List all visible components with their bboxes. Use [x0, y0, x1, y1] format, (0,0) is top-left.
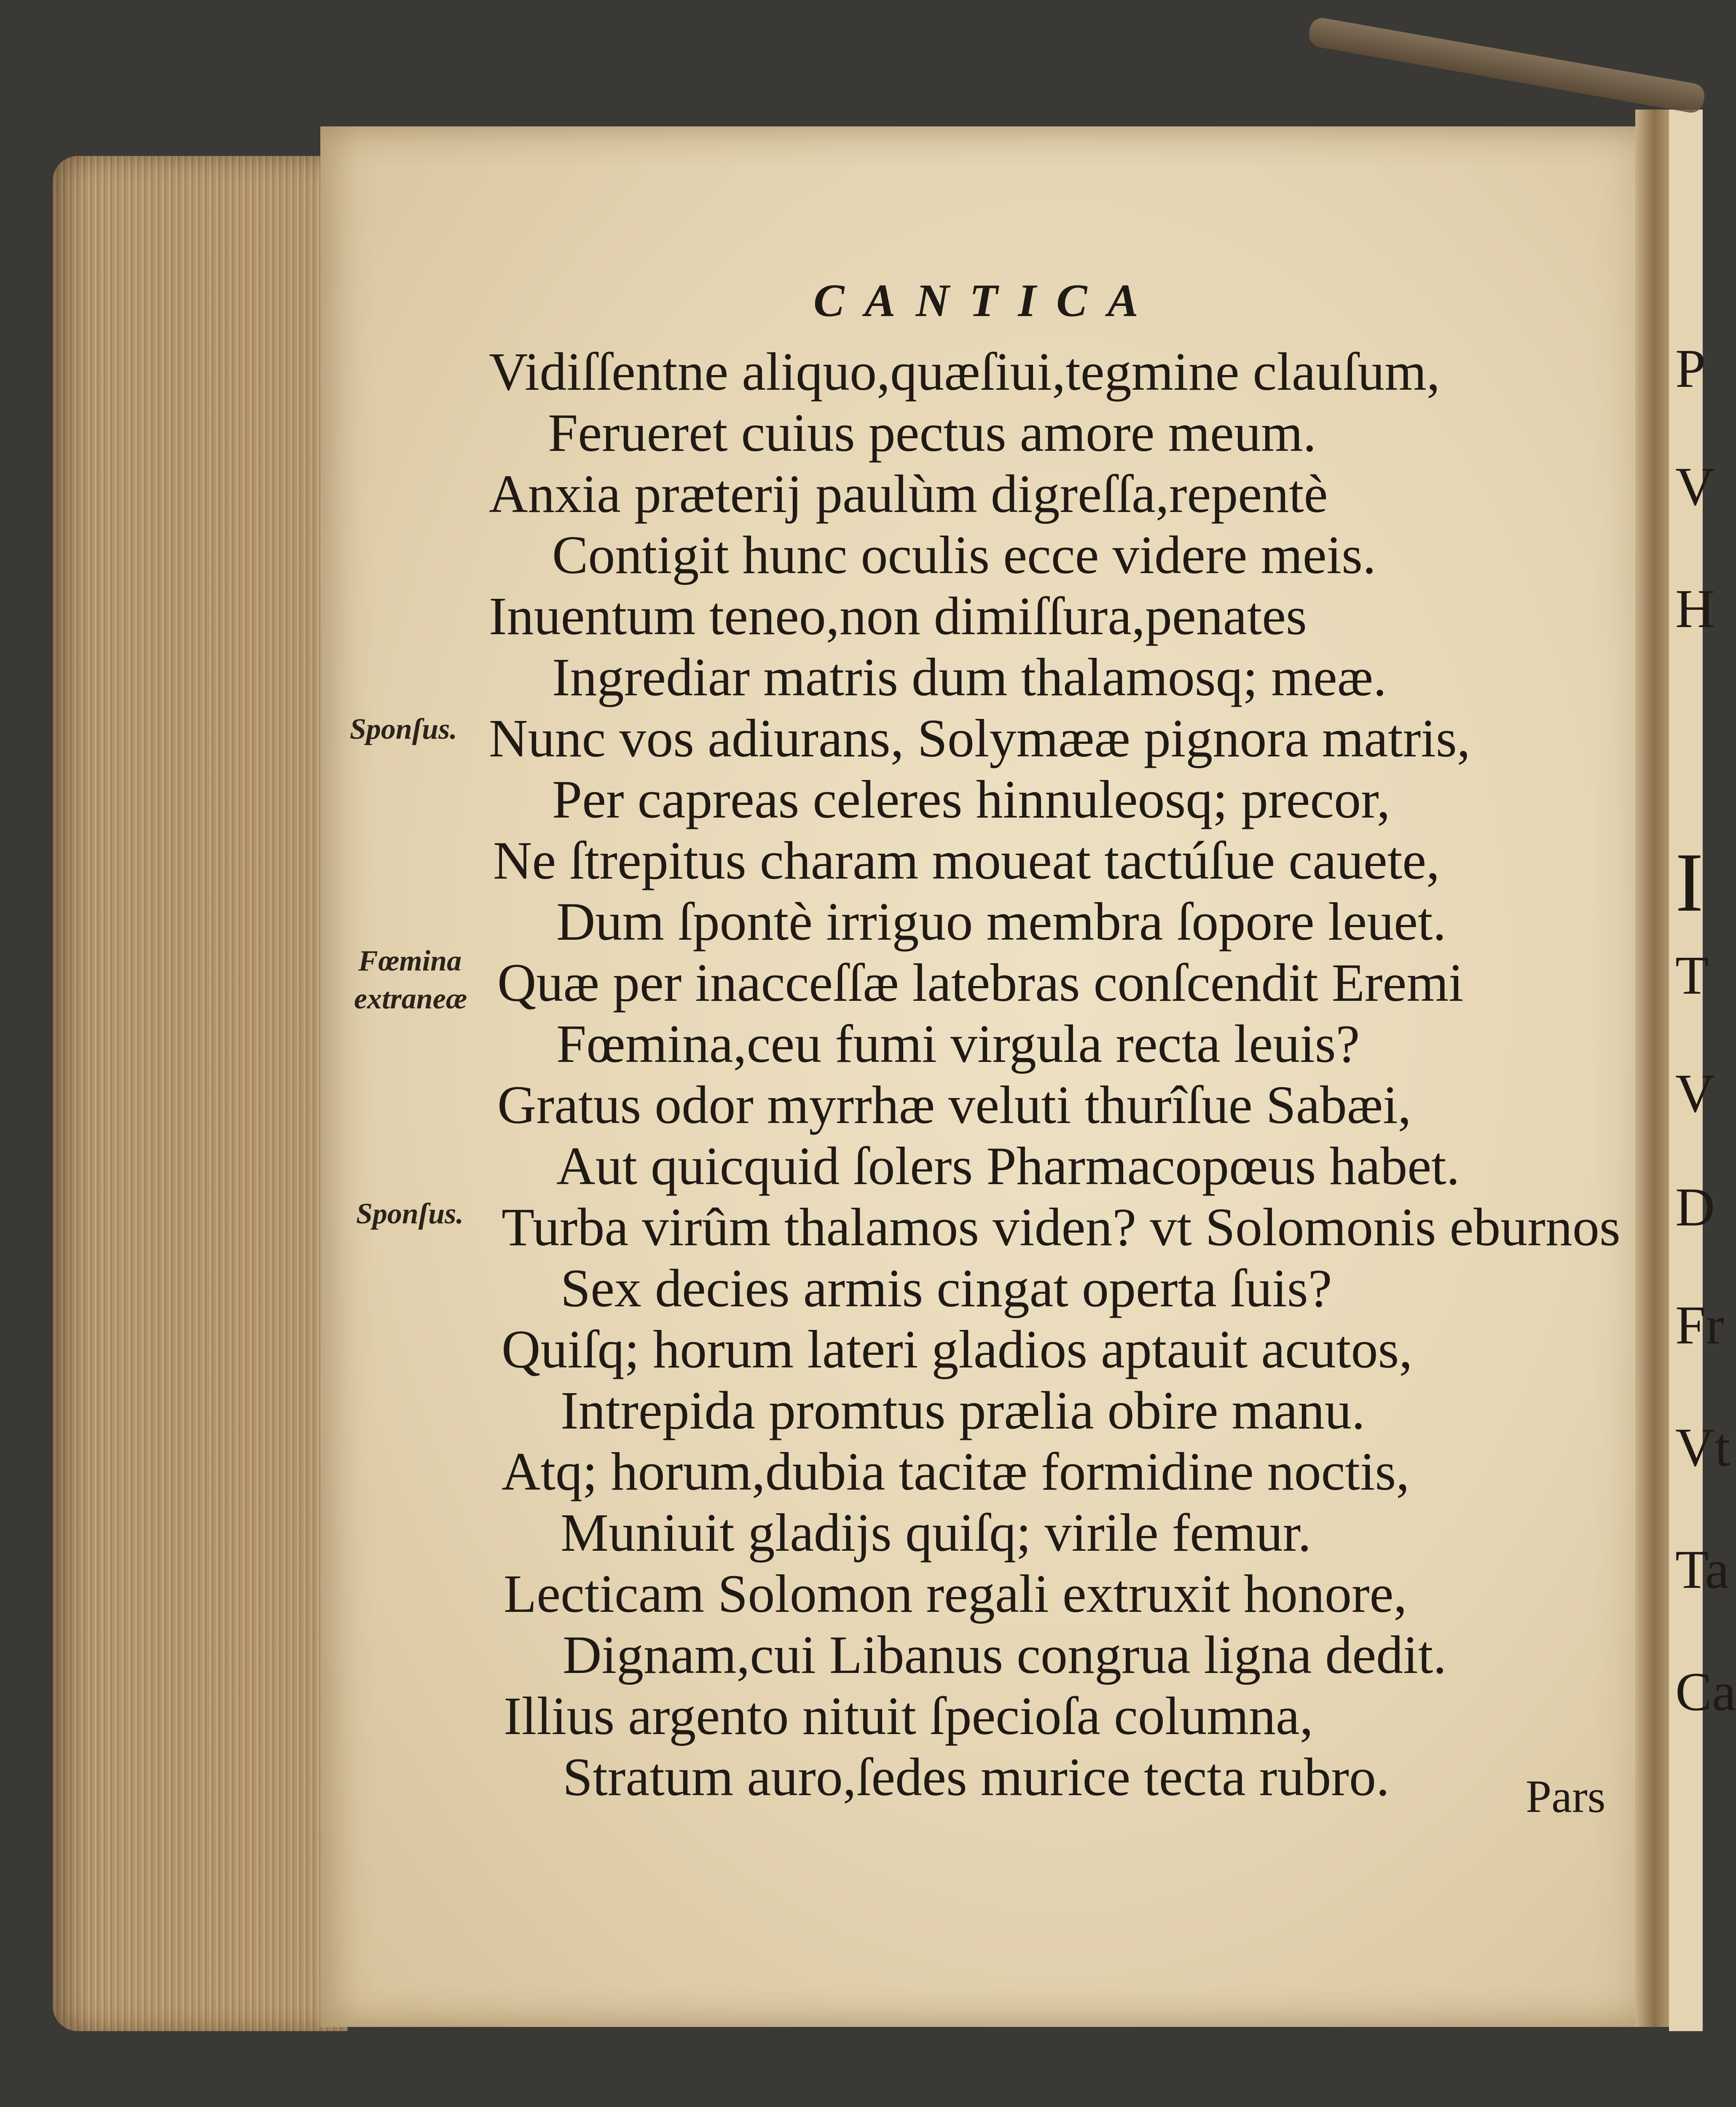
verse-line: Intrepida promtus prælia obire manu. — [561, 1381, 1365, 1440]
facing-page-letter: I — [1675, 836, 1704, 929]
facing-page-letter: Vt — [1675, 1417, 1730, 1478]
margin-note-sponsus: Sponſus. — [350, 713, 457, 745]
margin-note-extraneae: extraneæ — [354, 983, 467, 1015]
verse-line: Inuentum teneo,non dimiſſura,penates — [489, 586, 1307, 646]
verse-line: Illius argento nituit ſpecioſa columna, — [504, 1686, 1313, 1746]
facing-page-letter: P — [1675, 338, 1706, 399]
verse-line: Anxia præterij paulùm digreſſa,repentè — [489, 464, 1328, 524]
verse-line: Atq; horum,dubia tacitæ formidine noctis, — [502, 1442, 1410, 1501]
bookmark-string — [1307, 16, 1706, 115]
verse-line: Contigit hunc oculis ecce videre meis. — [552, 525, 1376, 585]
running-head: CANTICA — [813, 275, 1159, 326]
verse-line: Dum ſpontè irriguo membra ſopore leuet. — [556, 892, 1446, 952]
facing-page-letter: H — [1675, 579, 1715, 639]
verse-line: Vidiſſentne aliquo,quæſiui,tegmine clauſum, — [489, 342, 1440, 402]
verse-line: Fœmina,ceu fumi virgula recta leuis? — [556, 1014, 1360, 1074]
catchword: Pars — [1526, 1771, 1606, 1822]
book-gutter — [1635, 110, 1673, 2027]
verse-line: Stratum auro,ſedes murice tecta rubro. — [563, 1747, 1390, 1807]
verse-line: Dignam,cui Libanus congrua ligna dedit. — [563, 1625, 1447, 1685]
verse-line: Lecticam Solomon regali extruxit honore, — [504, 1564, 1407, 1624]
facing-page-letter: Ta — [1675, 1539, 1730, 1600]
facing-page-letter: V — [1675, 456, 1715, 517]
verse-line: Muniuit gladijs quiſq; virile femur. — [561, 1503, 1312, 1563]
facing-page-letter: Ca — [1675, 1662, 1736, 1722]
verse-line: Turba virûm thalamos viden? vt Solomonis eburnos — [502, 1197, 1621, 1257]
verse-line: Gratus odor myrrhæ veluti thurîſue Sabæi, — [497, 1075, 1411, 1135]
facing-page-letter: V — [1675, 1063, 1715, 1124]
facing-page-letter: D — [1675, 1177, 1715, 1238]
verse-line: Ne ſtrepitus charam moueat tactúſue cauete, — [493, 831, 1440, 890]
facing-page-letter: Fr — [1675, 1295, 1724, 1356]
margin-note-sponsus: Sponſus. — [356, 1198, 464, 1230]
verse-line: Quiſq; horum lateri gladios aptauit acutos, — [502, 1319, 1413, 1379]
verse-line: Nunc vos adiurans, Solymææ pignora matris, — [489, 708, 1470, 768]
verse-line: Ingrediar matris dum thalamosq; meæ. — [552, 647, 1387, 707]
verse-line: Per capreas celeres hinnuleosq; precor, — [552, 769, 1390, 829]
facing-page-letter: T — [1675, 945, 1709, 1006]
verse-line: Aut quicquid ſolers Pharmacopœus habet. — [556, 1136, 1460, 1196]
verse-line: Quæ per inacceſſæ latebras conſcendit Eremi — [497, 953, 1464, 1013]
book-fore-edge — [53, 156, 348, 2031]
verse-line: Ferueret cuius pectus amore meum. — [548, 403, 1317, 463]
margin-note-foemina: Fœmina — [358, 945, 462, 977]
verse-line: Sex decies armis cingat operta ſuis? — [561, 1258, 1332, 1318]
